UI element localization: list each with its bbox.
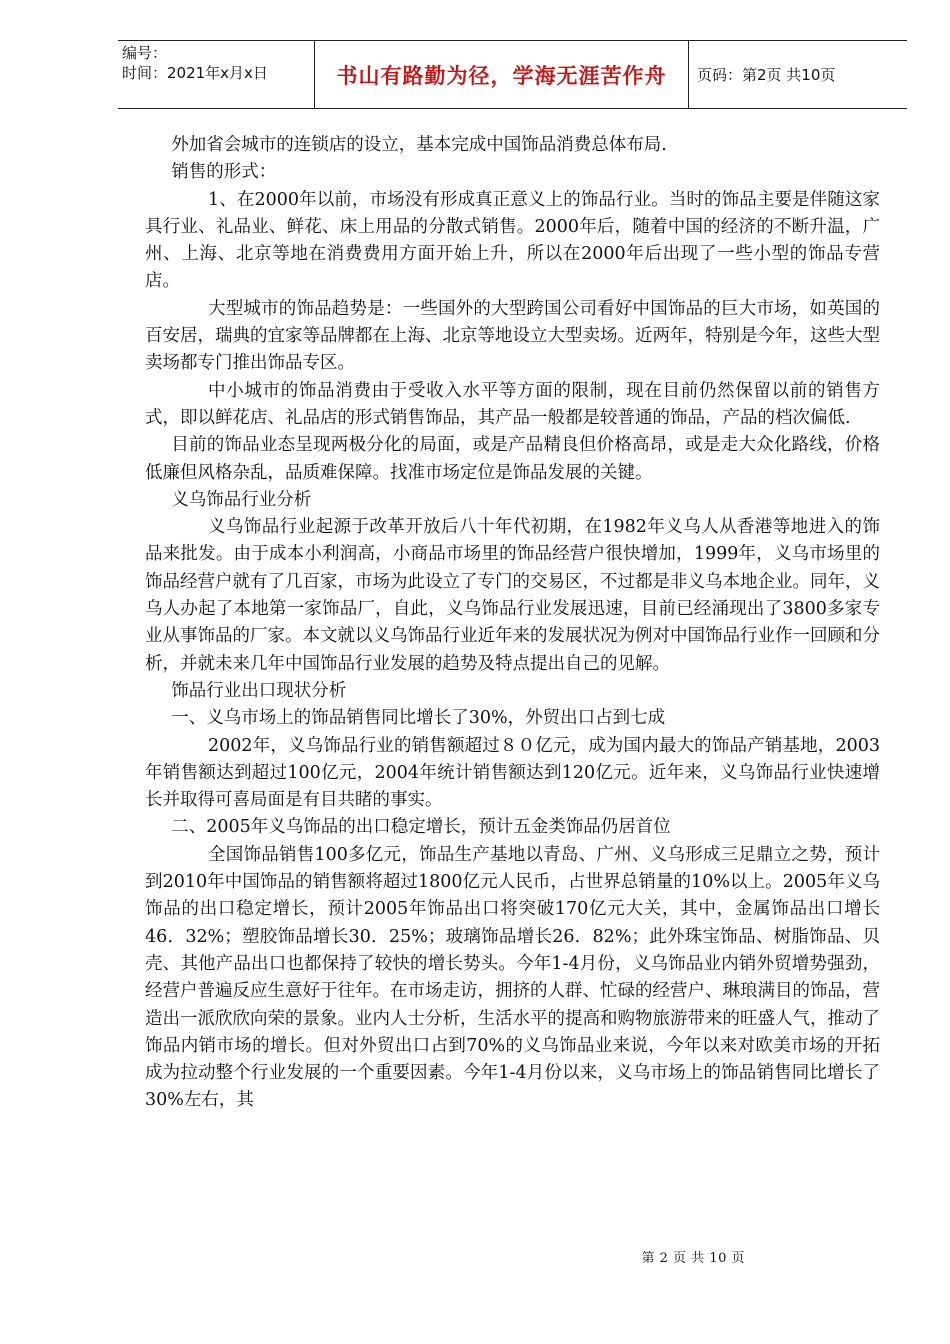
header-page-label: 页码：第2页 共10页: [697, 66, 836, 84]
header-motto: 书山有路勤为径，学海无涯苦作舟: [315, 41, 689, 108]
section-heading: 义乌饰品行业分析: [171, 489, 312, 510]
time-label: 时间：2021年x月x日: [122, 64, 268, 82]
paragraph: 目前的饰品业态呈现两极分化的局面，或是产品精良但价格高昂，或是走大众化路线，价格低廉但风格杂乱，品质难保障。找准市场定位是饰品发展的关键。: [145, 435, 880, 483]
paragraph: 全国饰品销售100多亿元，饰品生产基地以青岛、广州、义乌形成三足鼎立之势，预计到2010年中国饰品的销售额将超过1800亿元人民币，占世界总销量的10%以上。2005年义乌饰品的出口稳定增长，预计2005年饰品出口将突破170亿元大关，其中，金属饰品出口增长46．32%；塑胶饰品增长30．25%；玻璃饰品增长26．82%；此外珠宝饰品、树脂饰品、贝壳、其他产品出口也都保持了较快的增长势头。今年1-4月份，义乌饰品业内销外贸增势强劲，经营户普遍反应生意好于往年。在市场走访，拥挤的人群、忙碌的经营户、琳琅满目的饰品，营造出一派欣欣向荣的景象。业内人士分析，生活水平的提高和购物旅游带来的旺盛人气，推动了饰品内销市场的增长。但对外贸出口占到70%的义乌饰品业来说，今年以来对欧美市场的开拓成为拉动整个行业发展的一个重要因素。今年1-4月份以来，义乌市场上的饰品销售同比增长了30%左右，其: [145, 844, 880, 1111]
paragraph: 中小城市的饰品消费由于受收入水平等方面的限制，现在目前仍然保留以前的销售方式，即以鲜花店、礼品店的形式销售饰品，其产品一般都是较普通的饰品，产品的档次偏低.: [145, 380, 880, 428]
paragraph: 大型城市的饰品趋势是：一些国外的大型跨国公司看好中国饰品的巨大市场，如英国的百安居，瑞典的宜家等品牌都在上海、北京等地设立大型卖场。近两年，特别是今年，这些大型卖场都专门推出饰品专区。: [145, 298, 880, 374]
footer-page-number: 第 2 页 共 10 页: [641, 1251, 745, 1266]
paragraph: 销售的形式：: [171, 162, 277, 183]
paragraph: 1、在2000年以前，市场没有形成真正意义上的饰品行业。当时的饰品主要是伴随这家具行业、礼品业、鲜花、床上用品的分散式销售。2000年后，随着中国的经济的不断升温，广州、上海、北京等地在消费费用方面开始上升，所以在2000年后出现了一些小型的饰品专营店。: [145, 189, 880, 292]
number-label: 编号：: [122, 44, 168, 62]
header-meta: [118, 41, 315, 108]
paragraph: 2002年，义乌饰品行业的销售额超过８０亿元，成为国内最大的饰品产销基地，2003年销售额达到超过100亿元，2004年统计销售额达到120亿元。近年来，义乌饰品行业快速增长并取得可喜局面是有目共睹的事实。: [145, 735, 880, 811]
paragraph: 外加省会城市的连锁店的设立，基本完成中国饰品消费总体布局.: [171, 135, 667, 155]
paragraph: 义乌饰品行业起源于改革开放后八十年代初期，在1982年义乌人从香港等地进入的饰品来批发。由于成本小利润高，小商品市场里的饰品经营户很快增加，1999年，义乌市场里的饰品经营户就有了几百家，市场为此设立了专门的交易区，不过都是非义乌本地企业。同年，义乌人办起了本地第一家饰品厂，自此，义乌饰品行业发展迅速，目前已经涌现出了3800多家专业从事饰品的厂家。本文就以义乌饰品行业近年来的发展状况为例对中国饰品行业作一回顾和分析，并就未来几年中国饰品行业发展的趋势及特点提出自己的见解。: [145, 517, 880, 674]
subsection-heading: 二、2005年义乌饰品的出口稳定增长，预计五金类饰品仍居首位: [171, 817, 671, 838]
page-header: [118, 40, 907, 109]
document-body: [145, 132, 880, 1115]
section-heading: 饰品行业出口现状分析: [171, 680, 347, 701]
subsection-heading: 一、义乌市场上的饰品销售同比增长了30%，外贸出口占到七成: [171, 708, 666, 729]
